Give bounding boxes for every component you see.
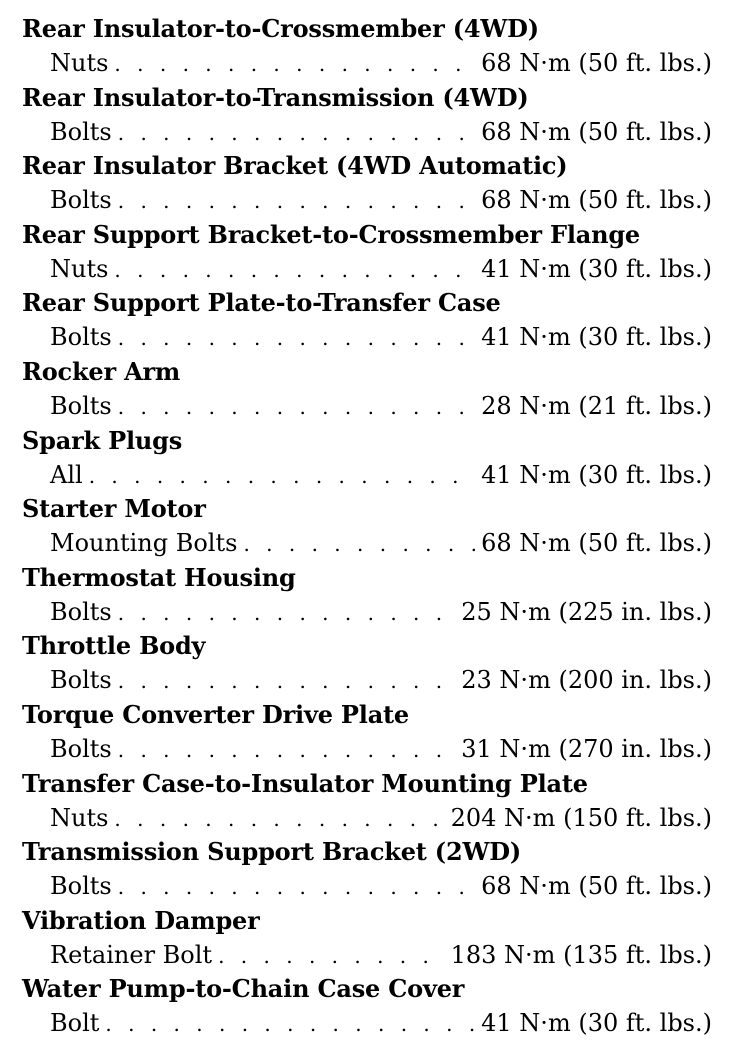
dot-leader [218, 939, 445, 973]
spec-group [22, 149, 712, 218]
spec-value: 31 N·m (270 in. lbs.) [461, 734, 712, 763]
spec-item: Nuts [50, 49, 109, 77]
spec-group [22, 12, 712, 81]
spec-group [22, 286, 712, 355]
spec-item: Bolts [50, 666, 112, 695]
spec-value: 41 N·m (30 ft. lbs.) [481, 460, 712, 489]
spec-row [22, 869, 712, 903]
spec-group [22, 904, 712, 973]
spec-heading: Starter Motor [22, 494, 206, 524]
spec-heading: Throttle Body [22, 631, 206, 661]
dot-leader [118, 870, 475, 904]
dot-leader [114, 47, 475, 81]
spec-group [22, 424, 712, 493]
spec-group [22, 81, 712, 150]
torque-spec-list [22, 12, 712, 1041]
spec-group [22, 492, 712, 561]
spec-heading: Thermostat Housing [22, 562, 296, 592]
dot-leader [118, 390, 475, 424]
spec-value: 25 N·m (225 in. lbs.) [461, 597, 712, 626]
dot-leader [118, 321, 475, 355]
spec-row [22, 595, 712, 629]
spec-row [22, 115, 712, 149]
spec-value: 68 N·m (50 ft. lbs.) [481, 529, 712, 558]
spec-item: Bolts [50, 323, 112, 352]
spec-item: Mounting Bolts [50, 529, 238, 558]
dot-leader [114, 802, 444, 836]
spec-heading: Rear Insulator-to-Crossmember (4WD) [22, 14, 539, 43]
spec-row [22, 938, 712, 972]
dot-leader [105, 1007, 475, 1041]
spec-item: Retainer Bolt [50, 940, 213, 969]
dot-leader [118, 664, 456, 698]
spec-row [22, 458, 712, 492]
spec-row [22, 183, 712, 217]
spec-value: 41 N·m (30 ft. lbs.) [481, 254, 712, 283]
spec-item: Bolts [50, 186, 112, 215]
spec-item: Bolts [50, 872, 112, 901]
spec-item: Bolts [50, 117, 112, 146]
dot-leader [89, 459, 475, 493]
spec-group [22, 972, 712, 1041]
spec-group [22, 698, 712, 767]
spec-item: Bolt [50, 1009, 100, 1038]
spec-item: All [50, 460, 83, 489]
spec-heading: Rear Support Bracket-to-Crossmember Flange [22, 219, 640, 249]
spec-value: 28 N·m (21 ft. lbs.) [481, 391, 712, 420]
spec-item: Nuts [50, 803, 109, 832]
spec-heading: Torque Converter Drive Plate [22, 699, 410, 729]
spec-value: 23 N·m (200 in. lbs.) [461, 666, 712, 695]
spec-group [22, 561, 712, 630]
spec-group [22, 355, 712, 424]
dot-leader [118, 116, 475, 150]
spec-row [22, 663, 712, 697]
spec-item: Bolts [50, 597, 112, 626]
spec-heading: Rocker Arm [22, 356, 181, 386]
spec-item: Nuts [50, 254, 109, 283]
spec-heading: Spark Plugs [22, 425, 182, 455]
spec-heading: Rear Support Plate-to-Transfer Case [22, 288, 501, 318]
spec-heading: Transmission Support Bracket (2WD) [22, 837, 521, 867]
spec-row [22, 1006, 712, 1040]
spec-heading: Vibration Damper [22, 905, 260, 935]
spec-item: Bolts [50, 734, 112, 763]
dot-leader [114, 253, 475, 287]
spec-row [22, 732, 712, 766]
spec-value: 41 N·m (30 ft. lbs.) [481, 1009, 712, 1038]
spec-row [22, 801, 712, 835]
spec-value: 68 N·m (50 ft. lbs.) [481, 186, 712, 215]
spec-value: 183 N·m (135 ft. lbs.) [450, 940, 712, 969]
dot-leader [243, 527, 475, 561]
spec-group [22, 629, 712, 698]
spec-value: 41 N·m (30 ft. lbs.) [481, 323, 712, 352]
spec-row [22, 526, 712, 560]
spec-heading: Transfer Case-to-Insulator Mounting Plate [22, 768, 588, 798]
spec-row [22, 320, 712, 354]
spec-item: Bolts [50, 391, 112, 420]
spec-value: 68 N·m (50 ft. lbs.) [481, 117, 712, 146]
spec-row [22, 389, 712, 423]
spec-group [22, 218, 712, 287]
spec-row [22, 46, 712, 80]
dot-leader [118, 596, 456, 630]
spec-value: 68 N·m (50 ft. lbs.) [481, 49, 712, 77]
spec-group [22, 767, 712, 836]
spec-value: 204 N·m (150 ft. lbs.) [450, 803, 712, 832]
spec-heading: Rear Insulator-to-Transmission (4WD) [22, 82, 529, 112]
spec-heading: Water Pump-to-Chain Case Cover [22, 974, 465, 1004]
dot-leader [118, 733, 456, 767]
dot-leader [118, 184, 475, 218]
spec-row [22, 252, 712, 286]
spec-group [22, 835, 712, 904]
spec-value: 68 N·m (50 ft. lbs.) [481, 872, 712, 901]
spec-heading: Rear Insulator Bracket (4WD Automatic) [22, 151, 568, 181]
